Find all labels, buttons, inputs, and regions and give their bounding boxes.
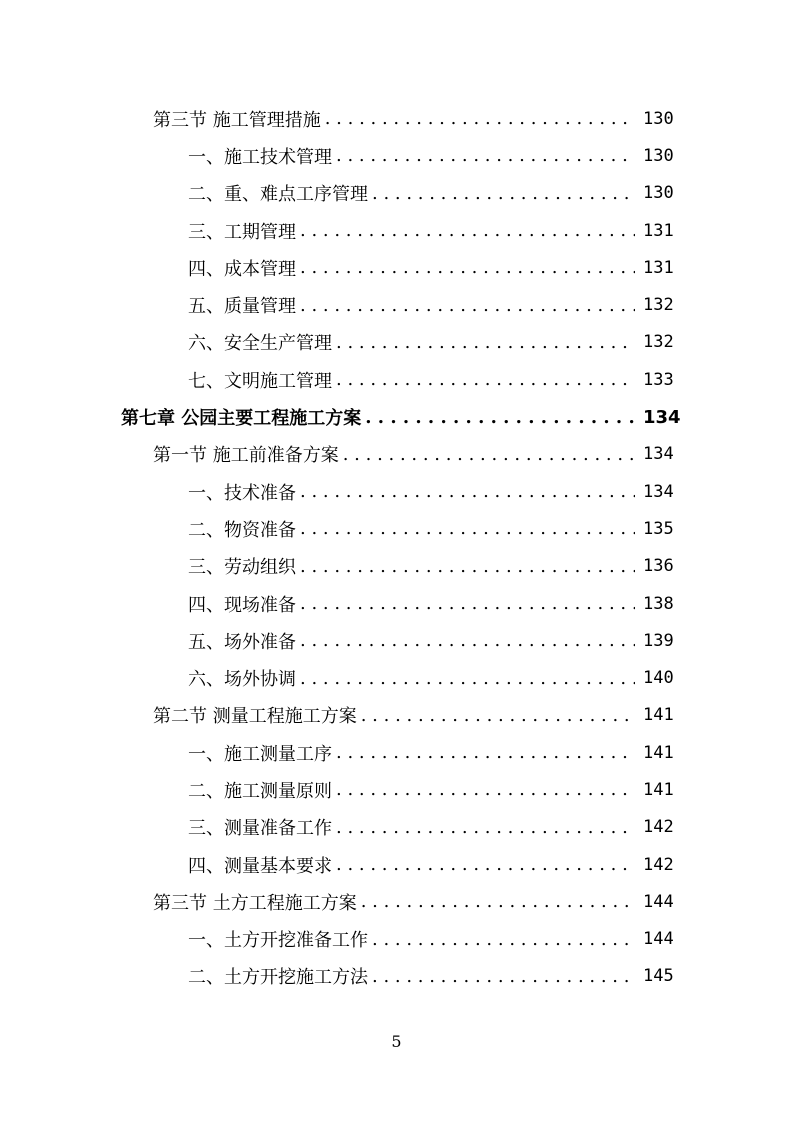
toc-entry-page: 132 xyxy=(643,332,674,353)
toc-entry-label: 七、文明施工管理 xyxy=(188,370,332,392)
toc-entry-label: 第二节 测量工程施工方案 xyxy=(153,706,357,728)
toc-entry-page: 133 xyxy=(643,369,674,390)
page-number: 5 xyxy=(391,1032,402,1051)
toc-entry-page: 134 xyxy=(643,406,681,428)
toc-entry[interactable] xyxy=(0,436,793,473)
toc-entry[interactable] xyxy=(0,585,793,622)
toc-leader-dots xyxy=(300,481,635,502)
toc-entry-page: 132 xyxy=(643,295,674,316)
toc-leader-dots xyxy=(336,332,635,353)
toc-entry-label: 第三节 土方工程施工方案 xyxy=(153,892,357,914)
toc-entry[interactable] xyxy=(0,921,793,958)
toc-entry-label: 四、成本管理 xyxy=(188,258,296,280)
toc-leader-dots xyxy=(372,183,635,204)
toc-leader-dots xyxy=(372,929,635,950)
toc-entry-page: 134 xyxy=(643,444,674,465)
toc-entry-label: 一、施工技术管理 xyxy=(188,146,332,168)
toc-entry[interactable] xyxy=(0,846,793,883)
toc-leader-dots xyxy=(300,220,635,241)
toc-entry-page: 141 xyxy=(643,742,674,763)
toc-entry[interactable] xyxy=(0,361,793,398)
toc-entry-label: 三、测量准备工作 xyxy=(188,818,332,840)
toc-entry-label: 第三节 施工管理措施 xyxy=(153,109,321,131)
toc-leader-dots xyxy=(336,854,635,875)
toc-entry[interactable] xyxy=(0,548,793,585)
toc-entry-page: 142 xyxy=(643,854,674,875)
toc-entry-label: 二、物资准备 xyxy=(188,519,296,541)
toc-leader-dots xyxy=(300,668,635,689)
toc-entry-page: 130 xyxy=(643,108,674,129)
toc-leader-dots xyxy=(300,593,635,614)
toc-entry-label: 五、场外准备 xyxy=(188,631,296,653)
toc-entry-page: 135 xyxy=(643,518,674,539)
toc-entry-label: 四、现场准备 xyxy=(188,594,296,616)
toc-entry[interactable] xyxy=(0,100,793,137)
toc-entry[interactable] xyxy=(0,659,793,696)
toc-leader-dots xyxy=(300,295,635,316)
toc-entry-page: 145 xyxy=(643,966,674,987)
toc-leader-dots xyxy=(300,556,635,577)
toc-leader-dots xyxy=(361,891,635,912)
toc-entry-label: 二、土方开挖施工方法 xyxy=(188,967,368,989)
toc-entry-label: 四、测量基本要求 xyxy=(188,855,332,877)
toc-entry-label: 六、场外协调 xyxy=(188,669,296,691)
toc-entry[interactable] xyxy=(0,510,793,547)
toc-leader-dots xyxy=(336,742,635,763)
toc-leader-dots xyxy=(343,444,635,465)
toc-leader-dots xyxy=(365,407,635,428)
toc-entry-label: 六、安全生产管理 xyxy=(188,333,332,355)
toc-entry-page: 131 xyxy=(643,257,674,278)
toc-entry[interactable] xyxy=(0,175,793,212)
toc-entry-label: 二、施工测量原则 xyxy=(188,780,332,802)
toc-entry-label: 三、工期管理 xyxy=(188,221,296,243)
toc-entry-label: 三、劳动组织 xyxy=(188,557,296,579)
toc-entry[interactable] xyxy=(0,473,793,510)
toc-entry[interactable] xyxy=(0,734,793,771)
toc-entry-page: 138 xyxy=(643,593,674,614)
toc-entry-label: 一、技术准备 xyxy=(188,482,296,504)
toc-entry[interactable] xyxy=(0,286,793,323)
toc-entry-page: 140 xyxy=(643,668,674,689)
toc-entry[interactable] xyxy=(0,212,793,249)
toc-leader-dots xyxy=(361,705,635,726)
toc-chapter-entry[interactable] xyxy=(0,398,793,435)
toc-entry-page: 141 xyxy=(643,779,674,800)
toc-leader-dots xyxy=(300,257,635,278)
toc-entry-page: 134 xyxy=(643,481,674,502)
toc-leader-dots xyxy=(325,108,635,129)
toc-entry-label: 第七章 公园主要工程施工方案 xyxy=(121,408,362,430)
toc-entry-page: 139 xyxy=(643,630,674,651)
toc-leader-dots xyxy=(372,966,635,987)
toc-entry-page: 136 xyxy=(643,556,674,577)
toc-entry[interactable] xyxy=(0,622,793,659)
toc-entry[interactable] xyxy=(0,249,793,286)
toc-entry[interactable] xyxy=(0,324,793,361)
toc-entry-label: 第一节 施工前准备方案 xyxy=(153,445,339,467)
toc-entry[interactable] xyxy=(0,771,793,808)
toc-entry-page: 131 xyxy=(643,220,674,241)
toc-entry[interactable] xyxy=(0,809,793,846)
toc-leader-dots xyxy=(336,369,635,390)
toc-entry[interactable] xyxy=(0,883,793,920)
toc-leader-dots xyxy=(300,518,635,539)
toc-entry-page: 142 xyxy=(643,817,674,838)
toc-leader-dots xyxy=(336,779,635,800)
toc-entry-label: 一、施工测量工序 xyxy=(188,743,332,765)
toc-entry[interactable] xyxy=(0,958,793,995)
toc-leader-dots xyxy=(336,145,635,166)
toc-entry-page: 144 xyxy=(643,929,674,950)
toc-entry-page: 130 xyxy=(643,183,674,204)
toc-leader-dots xyxy=(336,817,635,838)
toc-entry-label: 一、土方开挖准备工作 xyxy=(188,930,368,952)
table-of-contents xyxy=(0,100,793,995)
toc-entry[interactable] xyxy=(0,697,793,734)
toc-leader-dots xyxy=(300,630,635,651)
toc-entry-label: 二、重、难点工序管理 xyxy=(188,184,368,206)
toc-entry-label: 五、质量管理 xyxy=(188,296,296,318)
toc-entry-page: 141 xyxy=(643,705,674,726)
toc-entry-page: 144 xyxy=(643,891,674,912)
toc-entry-page: 130 xyxy=(643,145,674,166)
toc-entry[interactable] xyxy=(0,137,793,174)
